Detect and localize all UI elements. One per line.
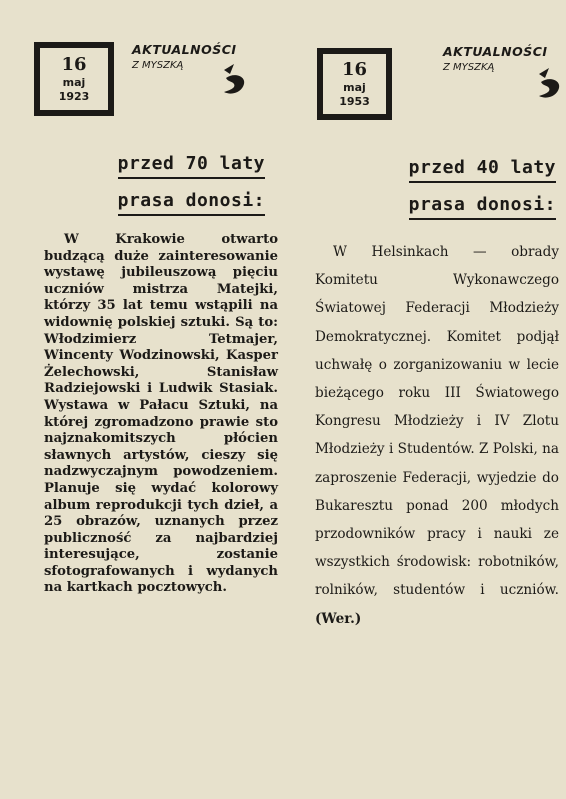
date-box <box>317 48 392 120</box>
kicker: przed 70 laty <box>118 153 265 179</box>
date-month: maj <box>343 81 366 94</box>
brand-line-2: Z MYSZKĄ <box>443 62 495 73</box>
subkicker: prasa donosi: <box>409 194 556 220</box>
article-text: W Krakowie otwarto budzącą duże zainteresowanie wystawę jubileuszową pięciu uczniów mistrza Matejki, którzy 35 lat temu wstąpili na widownię polskiej sztuki. Są to: Włodzimierz Tetmajer, Wincenty Wodzinowski, Kasper Żelechowski, Stanisław Radziejowski i Ludwik Stasiak. Wystawa w Pałacu Sztuki, na której zgromadzono prawie sto najznakomitszych płócien sławnych artystów, cieszy się nadzwyczajnym powodzeniem. Planuje się wydać kolorowy album reprodukcji tych dzieł, a 25 obrazów, uznanych przez publiczność za najbardziej interesujące, zostanie sfotografowanych i wydanych na kartkach pocztowych. <box>44 232 278 596</box>
date-day: 16 <box>61 54 87 75</box>
date-day: 16 <box>341 59 368 80</box>
mouse-icon <box>535 66 565 102</box>
date-year: 1923 <box>58 90 90 103</box>
brand-line-1: AKTUALNOŚCI <box>443 44 548 59</box>
article-text <box>315 238 559 633</box>
brand-logo <box>443 44 566 104</box>
article-body: W Helsinkach — obrady Komitetu Wykonawczego Światowej Federacji Młodzieży Demokratycznej. Komitet podjął uchwałę o zorganizowaniu w lecie bieżącego roku III Światowego Kongresu Młodzieży i IV Zlotu Młodzieży i Studentów. Z Polski, na zaproszenie Federacji, wyjedzie do Bukaresztu ponad 200 młodych przodowników pracy i nauki ze wszystkich środowisk: robotników, rolników, studentów i uczniów. <box>315 244 559 599</box>
date-box <box>34 42 114 116</box>
date-year: 1953 <box>339 95 370 108</box>
date-month: maj <box>62 76 86 89</box>
article-signature: (Wer.) <box>315 610 362 627</box>
subkicker: prasa donosi: <box>118 190 265 216</box>
kicker: przed 40 laty <box>409 157 556 183</box>
brand-line-2: Z MYSZKĄ <box>132 60 184 71</box>
brand-line-1: AKTUALNOŚCI <box>132 42 237 57</box>
mouse-icon <box>220 62 250 98</box>
brand-logo <box>132 42 262 102</box>
